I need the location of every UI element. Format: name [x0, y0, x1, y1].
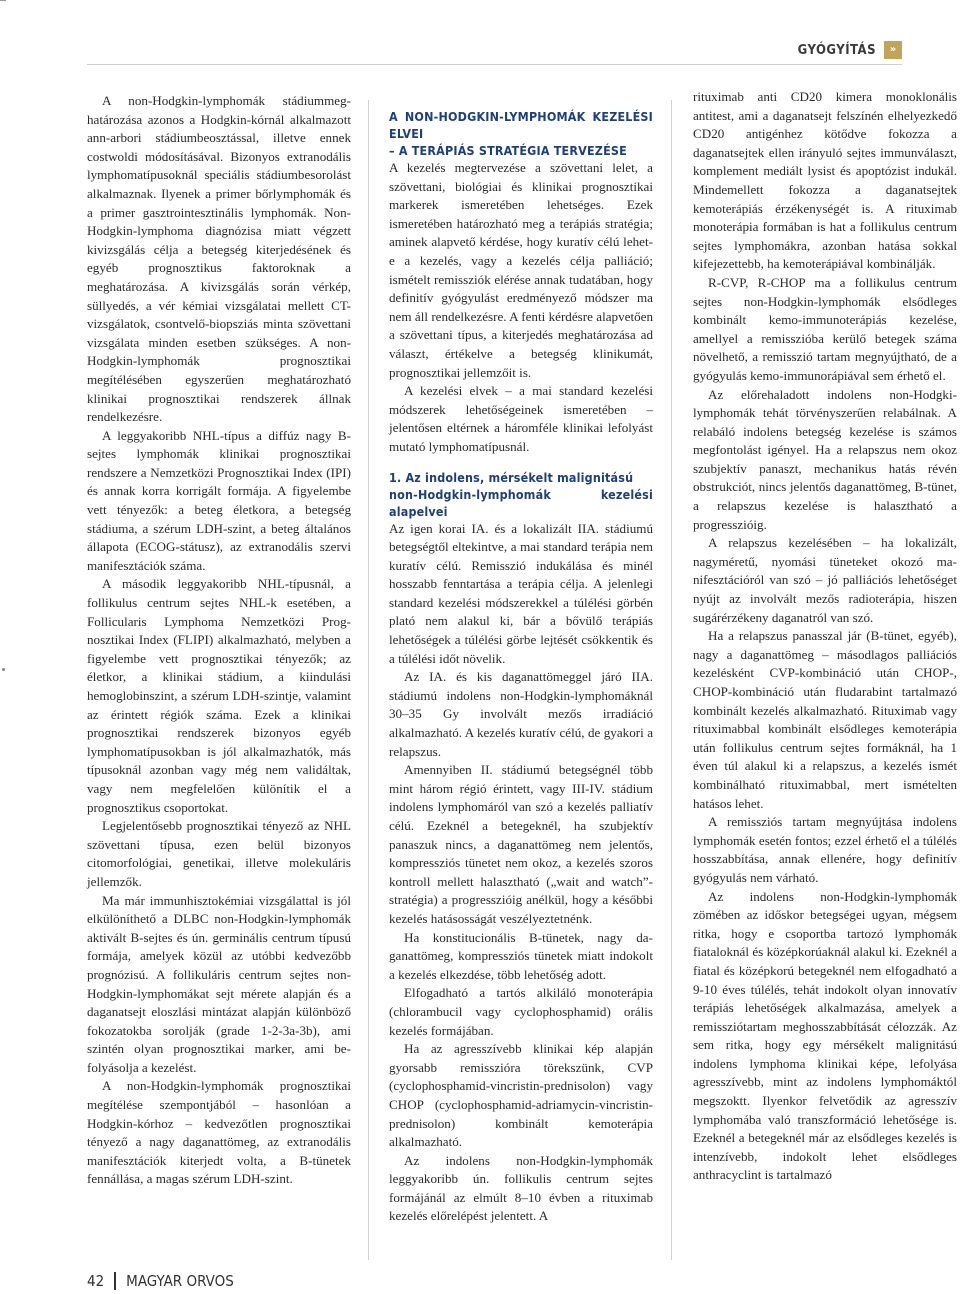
- paragraph: R-CVP, R-CHOP ma a follikulus centrum sejtes non-Hodgkin-lymphomák elsődleges kombinált kemo-immunoterápiás kezelése, amellyel a remisszióba kerülő betegek száma növelhető, a remisszió tartam megnyújtható, de a gyógyulás kemo-immunorápiával sem érhető el.: [693, 274, 957, 383]
- section-heading-line: – A TERÁPIÁS STRATÉGIA TERVEZÉSE: [389, 143, 627, 158]
- paragraph: Amennyiben II. stádiumú betegségnél több mint három régió érintett, vagy III-IV. stádium indolens lymphomáról van szó a kezelés palliatív célú. Ezeknél a betegeknél, ha szubjektív panaszuk nincs, a daganattömeg nem jelentős, kompressziós tünetet nem okoz, a kezelés szoros kontroll mellett halasztható („wait and watch”-stratégia) a progresszióig anélkül, hogy a későbbi kezelés hatásosságát veszélyeztetnénk.: [389, 762, 653, 926]
- paragraph: Az IA. és kis daganattömeggel járó IIA. stádiumú indolens non-Hodgkin-lymphomáknál 30–35 Gy involvált mezős irradiáció alkalmazható. A kezelés kuratív célú, de gyakori a relapszus.: [389, 669, 653, 759]
- column-3: [693, 88, 957, 1185]
- paragraph: Az indolens non-Hodgkin-lymphomák zömében az időskor betegségei ugyan, mégsem ritka, hogy e csoportba tartozó lymphomák fiataloknál és középkorúaknál alakul ki. Ezeknél a fiatal és középkorú betegeknél nem elfogadható a 9-10 éves túlélés, tehát indokolt olyan innovatív terápiás lehetőségek alkalmazása, amelyek a remissziótartam meghosszabbítását célozzák. Az sem ritka, hogy egy mérsékelt malignitású indolens lymphoma klinikai képe, lefolyása agresszívebb, mint az indolens lymphomáktól megszoktt. Ilyenkor felvetődik az agresszív lymphomába való transzformáció lehetősége is. Ezeknél a betegeknél már az elsődleges kezelés is intenzívebb, indokolt lehet elsődleges anthracyclint is tartalmazó: [693, 888, 957, 1183]
- paragraph: Ha az agresszívebb klinikai kép alapján gyorsabb remisszióra törekszünk, CVP (cyclophosphamid-vincristin-prednisolon) vagy CHOP (cyclophosphamid-adriamycin-vincristin-prednisolon) kombinált kemoterápia alkalmazható.: [389, 1041, 653, 1150]
- column-1: [87, 92, 351, 1189]
- section-heading: [389, 108, 653, 159]
- paragraph: Ha a relapszus panasszal jár (B-tünet, egyéb), nagy a daganattömeg – másodlagos palliációs kezelésként CVP-kombináció után CHOP-, CHOP-kombináció után fludarabint tartalmazó kombinált kezelés alkalmazható. Rituximab vagy rituximabbal kombinált elsődleges kemoterápia után follikulus centrum sejtes formáknál, ha 1 éven túl alakul ki a relapszus, a kezelés ismét kombinálható rituximabbal, mert ismételten hatásos lehet.: [693, 628, 957, 811]
- section-label: GYÓGYÍTÁS: [797, 42, 876, 58]
- subsection-heading-line: non-Hodgkin-lymphomák kezelési alapelvei: [389, 486, 653, 519]
- header-divider: [87, 64, 902, 65]
- page-number: 42: [87, 1272, 105, 1290]
- paragraph: A kezelési elvek – a mai standard kezelési módszerek lehetőségeinek ismeretében – jelentősen eltérnek a háromféle klinikai lefolyást mutató lymphomatípusnál.: [389, 383, 653, 454]
- column-2: [389, 108, 653, 1226]
- paragraph: A remissziós tartam megnyújtása indolens lymphomák esetén fontos; ezzel érhető el a túlélés hosszabbítása, annak ellenére, hogy definitív gyógyulás nem várható.: [693, 814, 957, 885]
- paragraph: Elfogadható a tartós alkiláló monoterápia (chlorambucil vagy cyclophosphamid) orális kezelés formájában.: [389, 985, 653, 1038]
- paragraph: A kezelés megtervezése a szövettani lelet, a szövettani, biológiai és klinikai prognosztikai markerek ismeretében lehetséges. Ezek ismeretében határozható meg a terápiás stratégia; aminek alapvető kérdése, hogy kuratív célú lehet-e a kezelés, vagy a kezelés célja palliáció; ismételt remissziók elérése annak tudatában, hogy definitív gyógyulást eredményező módszer ma nem áll rendelkezésre. A fenti kérdésre alapvetően a szövettani típus, a kiterjedés meghatározása ad választ, értékelve a betegség klinikumát, prognosztikai jellemzőit is.: [389, 160, 653, 380]
- column-divider: [671, 100, 672, 1260]
- paragraph: A második leggyakoribb NHL-típusnál, a follikulus centrum sejtes NHL-k esetében, a Follicularis Lymphoma Nemzetközi Prognosztikai Index (FLIPI) alkalmazható, melyben a figyelembe vett prognosztikai tényezők; az életkor, a klinikai stádium, a kiindulási hemoglobinszint, a szérum LDH-szintje, valamint az érintett régiók száma. Ezek a klinikai prognosztikai rendszerek bizonyos egyéb lymphomatípusokban is jól alkalmazhatók, más típusoknál azonban vagy még nem validáltak, vagy nem megfelelően különítik el a prognosztikus csoportokat.: [87, 576, 351, 815]
- paragraph: Legjelentősebb prognosztikai tényező az NHL szövettani típusa, ezen belül bizonyos citomorfológiai, genetikai, illetve molekuláris jellemzők.: [87, 818, 351, 889]
- paragraph: A non-Hodgkin-lymphomák prognosztikai megítélése szempontjából – hasonlóan a Hodgkin-kórhoz – kedvezőtlen prognosztikai tényező a nagy daganattömeg, az extranodális manifesztációk kiterjedt volta, a B-tünetek fennállása, a magas szérum LDH-szint.: [87, 1078, 351, 1187]
- paragraph: Az indolens non-Hodgkin-lymphomák leggyakoribb ún. follikulis centrum sejtes formájánál az elmúlt 8–10 évben a rituximab kezelés előrelépést jelentett. A: [389, 1152, 653, 1224]
- section-heading-line: A NON-HODGKIN-LYMPHOMÁK KEZELÉSI ELVEI: [389, 109, 653, 141]
- corner-rule: [0, 0, 6, 1]
- chevron-right-icon: »: [884, 41, 902, 59]
- footer-divider: [114, 1272, 116, 1290]
- paragraph: A relapszus kezelésében – ha lokalizált, nagyméretű, nyomási tüneteket okozó manifesztációról van szó – jó palliációs lehetőséget nyújt az involvált mezős radioterápia, hiszen sugárérzékeny daganatról van szó.: [693, 535, 957, 625]
- section-header: [798, 38, 902, 62]
- paragraph: Az igen korai IA. és a lokalizált IIA. stádiumú betegségtől eltekintve, a mai standard terápia nem kuratív célú. Remisszió indukálása és minél hosszabb fenntartása a terápia célja. A jelenlegi standard kezelési módszerekkel a túlélési görbén plató nem alakul ki, bár a bővülő terápiás lehetőségek a túlélési görbe lejtését csökkentik és a túlélési időt növelik.: [389, 520, 653, 666]
- paragraph: A leggyakoribb NHL-típus a diffúz nagy B-sejtes lymphomák klinikai prognosztikai rendszere a Nemzetközi Prognosztikai Index (IPI) és annak korra korrigált formája. A figyelembe vett tényezők: a beteg életkora, a betegség stádiuma, a szérum LDH-szint, a beteg általános állapota (ECOG-státusz), az extranodális szervi manifesztációk száma.: [87, 427, 351, 573]
- paragraph: rituximab anti CD20 kimera monoklonális antitest, ami a daganatsejt felszínén elhelyezkedő CD20 antigénhez kötődve fokozza a daganatsejtek ellen irányuló sejtes immunválaszt, komplement mediált lysist és apoptózist indukál. Mindemellett fokozza a daganatsejtek kemoterápiás érzékenységét is. A rituximab monoterápia formában is hat a follikulus centrum sejtes lymphomákra, azonban hatása sokkal kifejezettebb, ha kemoterápiával kombinálják.: [693, 89, 957, 272]
- paragraph: Ma már immunhisztokémiai vizsgálattal is jól elkülöníthető a DLBC non-Hodgkin-lymphomák aktivált B-sejtes és ún. germinális centrum típusú formája, amelyek közül az utóbbi kedvezőbb prognózisú. A follikuláris centrum sejtes non-Hodgkin-lymphomákat sejt mérete alapján és a daganatsejt eloszlási mintázat alapján különböző fokozatokba sorolják (grade 1-2-3a-3b), ami szintén olyan prognosztikai marker, ami befolyásolja a kezelést.: [87, 892, 351, 1075]
- subsection-heading: [389, 469, 653, 520]
- journal-name: MAGYAR ORVOS: [126, 1272, 234, 1290]
- subsection-heading-line: 1. Az indolens, mérsékelt malignitású: [389, 469, 634, 485]
- paragraph: Ha konstitucionális B-tünetek, nagy daganattömeg, kompressziós tünetek miatt indokolt a kezelés elkezdése, több lehetőség adott.: [389, 929, 653, 982]
- paragraph: A non-Hodgkin-lymphomák stádiummeghatározása azonos a Hodgkin-kórnál alkalmazott ann-arbori stádiumbeosztással, illetve ennek costwoldi módosításával. Bizonyos extranodális lymphomatípusoknál speciális stádiumbesorolást alkalmaznak. Ilyenek a primer bőrlymphomák és a primer gasztrointesztinális lymphomák. Non-Hodgkin-lymphoma diagnózisa miatt végzett kivizsgálás célja a betegség kiterjedésének és egyéb prognosztikus faktoroknak a meghatározása. A kivizsgálás során vérkép, süllyedés, a vér kémiai vizsgálatai mellett CT-vizsgálatok, csontvelő-biopsziás minta szövettani vizsgálata minden esetben szükséges. A non-Hodgkin-lymphomák prognosztikai megítélésében egyszerűen meghatározható klinikai prognosztikai rendszerek állnak rendelkezésre.: [87, 93, 351, 425]
- column-divider: [368, 100, 369, 1260]
- paragraph: Az előrehaladott indolens non-Hodgkilymphomák tehát törvényszerűen relabálnak. A relabáló indolens betegség kezelése is számos megfontolást igényel. Ha a relapszus nem okoz szubjektív panaszt, mechanikus hatás révén obstrukciót, nincs jelentős daganattömeg, B-tünet, a relapszus kezelése is halasztható a progresszióig.: [693, 386, 957, 532]
- page-footer: [87, 1272, 234, 1290]
- margin-mark: [2, 668, 5, 671]
